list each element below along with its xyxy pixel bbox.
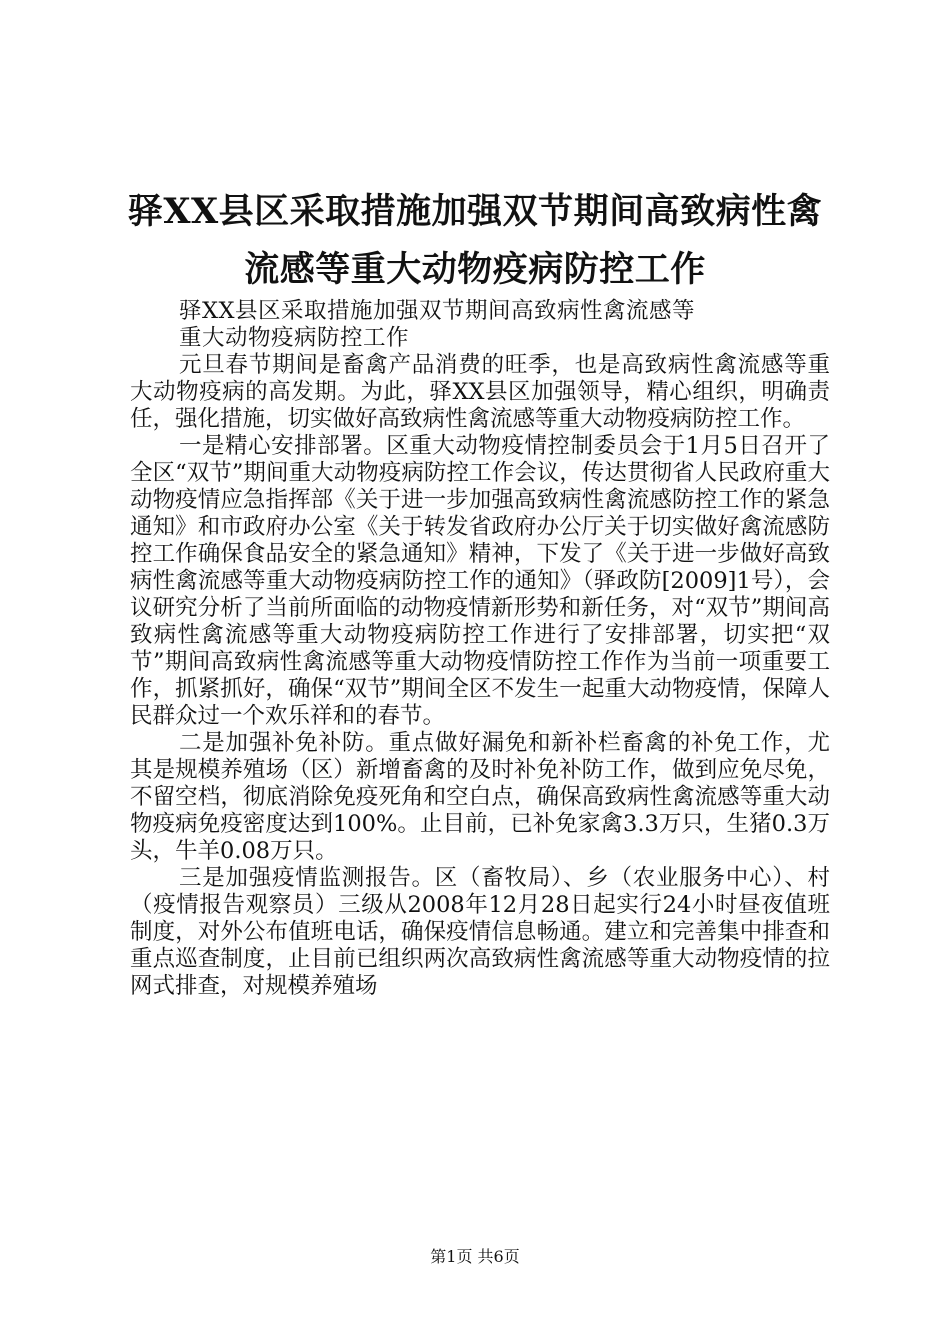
subtitle-line-1: 驿XX县区采取措施加强双节期间高致病性禽流感等 bbox=[179, 298, 696, 324]
document-body bbox=[130, 298, 830, 1000]
subtitle-line-2: 重大动物疫病防控工作 bbox=[179, 325, 410, 351]
paragraph-intro: 元旦春节期间是畜禽产品消费的旺季，也是高致病性禽流感等重大动物疫病的高发期。为此，驿XX县区加强领导，精心组织，明确责任，强化措施，切实做好高致病性禽流感等重大动物疫病防控工作。 bbox=[130, 352, 830, 432]
paragraph-deployment: 一是精心安排部署。区重大动物疫情控制委员会于1月5日召开了全区“双节”期间重大动物疫病防控工作会议，传达贯彻省人民政府重大动物疫情应急指挥部《关于进一步加强高致病性禽流感防控工作的紧急通知》和市政府办公室《关于转发省政府办公厅关于切实做好禽流感防控工作确保食品安全的紧急通知》精神，下发了《关于进一步做好高致病性禽流感等重大动物疫病防控工作的通知》（驿政防[2009]1号），会议研究分析了当前所面临的动物疫情新形势和新任务，对“双节”期间高致病性禽流感等重大动物疫病防控工作进行了安排部署，切实把“双节”期间高致病性禽流感等重大动物疫情防控工作作为当前一项重要工作，抓紧抓好，确保“双节”期间全区不发生一起重大动物疫情，保障人民群众过一个欢乐祥和的春节。 bbox=[130, 433, 830, 729]
paragraph-monitoring: 三是加强疫情监测报告。区（畜牧局）、乡（农业服务中心）、村（疫情报告观察员）三级从2008年12月28日起实行24小时昼夜值班制度，对外公布值班电话，确保疫情信息畅通。建立和完善集中排查和重点巡查制度，止目前已组织两次高致病性禽流感等重大动物疫情的拉网式排查，对规模养殖场 bbox=[130, 865, 830, 999]
document-title-line-2: 流感等重大动物疫病防控工作 bbox=[244, 249, 706, 290]
document-title-line-1: 驿XX县区采取措施加强双节期间高致病性禽 bbox=[127, 191, 823, 232]
paragraph-immunization: 二是加强补免补防。重点做好漏免和新补栏畜禽的补免工作，尤其是规模养殖场（区）新增畜禽的及时补免补防工作，做到应免尽免，不留空档，彻底消除免疫死角和空白点，确保高致病性禽流感等重大动物疫病免疫密度达到100%。止目前，已补免家禽3.3万只，生猪0.3万头，牛羊0.08万只。 bbox=[130, 730, 830, 864]
page-number-footer: 第1页 共6页 bbox=[430, 1247, 520, 1266]
